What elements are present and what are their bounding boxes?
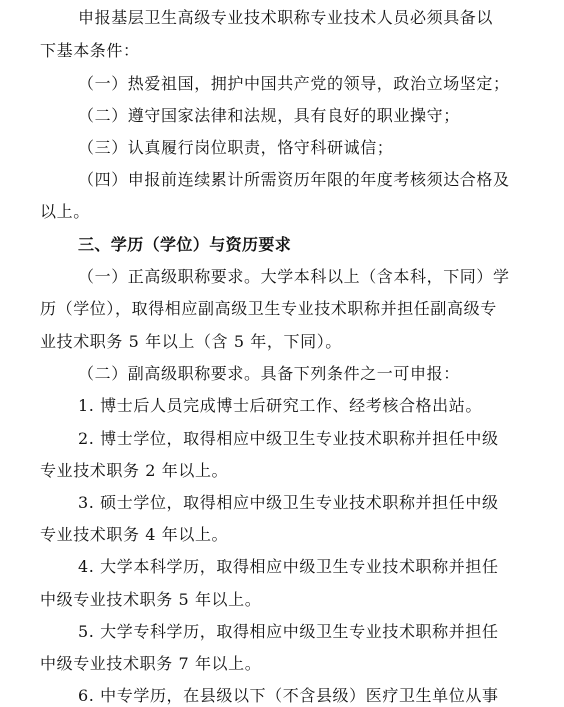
deputy-item-1: 1. 博士后人员完成博士后研究工作、经考核合格出站。 (78, 396, 482, 415)
deputy-item-3-line-2: 专业技术职务 4 年以上。 (40, 525, 229, 544)
deputy-item-5-line-2: 中级专业技术职务 7 年以上。 (40, 654, 262, 673)
deputy-item-2-line-1: 2. 博士学位，取得相应中级卫生专业技术职称并担任中级 (78, 429, 499, 448)
condition-4-line-1: （四）申报前连续累计所需资历年限的年度考核须达合格及 (78, 170, 510, 189)
deputy-item-5-line-1: 5. 大学专科学历，取得相应中级卫生专业技术职称并担任 (78, 622, 499, 641)
section-heading: 三、学历（学位）与资历要求 (78, 235, 292, 254)
deputy-item-6-line-1: 6. 中专学历，在县级以下（不含县级）医疗卫生单位从事 (78, 686, 499, 705)
deputy-item-4-line-2: 中级专业技术职务 5 年以上。 (40, 590, 262, 609)
paragraph-intro-line-1: 申报基层卫生高级专业技术职称专业技术人员必须具备以 (78, 8, 494, 27)
senior-requirement-line-1: （一）正高级职称要求。大学本科以上（含本科，下同）学 (78, 267, 510, 286)
condition-2: （二）遵守国家法律和法规，具有良好的职业操守； (78, 106, 460, 125)
deputy-requirement-intro: （二）副高级职称要求。具备下列条件之一可申报： (78, 364, 460, 383)
senior-requirement-line-3: 业技术职务 5 年以上（含 5 年，下同）。 (40, 332, 342, 351)
condition-1: （一）热爱祖国，拥护中国共产党的领导，政治立场坚定； (78, 74, 510, 93)
paragraph-intro-line-2: 下基本条件： (40, 41, 140, 60)
deputy-item-2-line-2: 专业技术职务 2 年以上。 (40, 461, 229, 480)
condition-4-line-2: 以上。 (40, 202, 90, 221)
condition-3: （三）认真履行岗位职责，恪守科研诚信； (78, 138, 394, 157)
deputy-item-4-line-1: 4. 大学本科学历，取得相应中级卫生专业技术职称并担任 (78, 557, 499, 576)
deputy-item-3-line-1: 3. 硕士学位，取得相应中级卫生专业技术职称并担任中级 (78, 493, 499, 512)
senior-requirement-line-2: 历（学位），取得相应副高级卫生专业技术职称并担任副高级专 (40, 299, 497, 318)
